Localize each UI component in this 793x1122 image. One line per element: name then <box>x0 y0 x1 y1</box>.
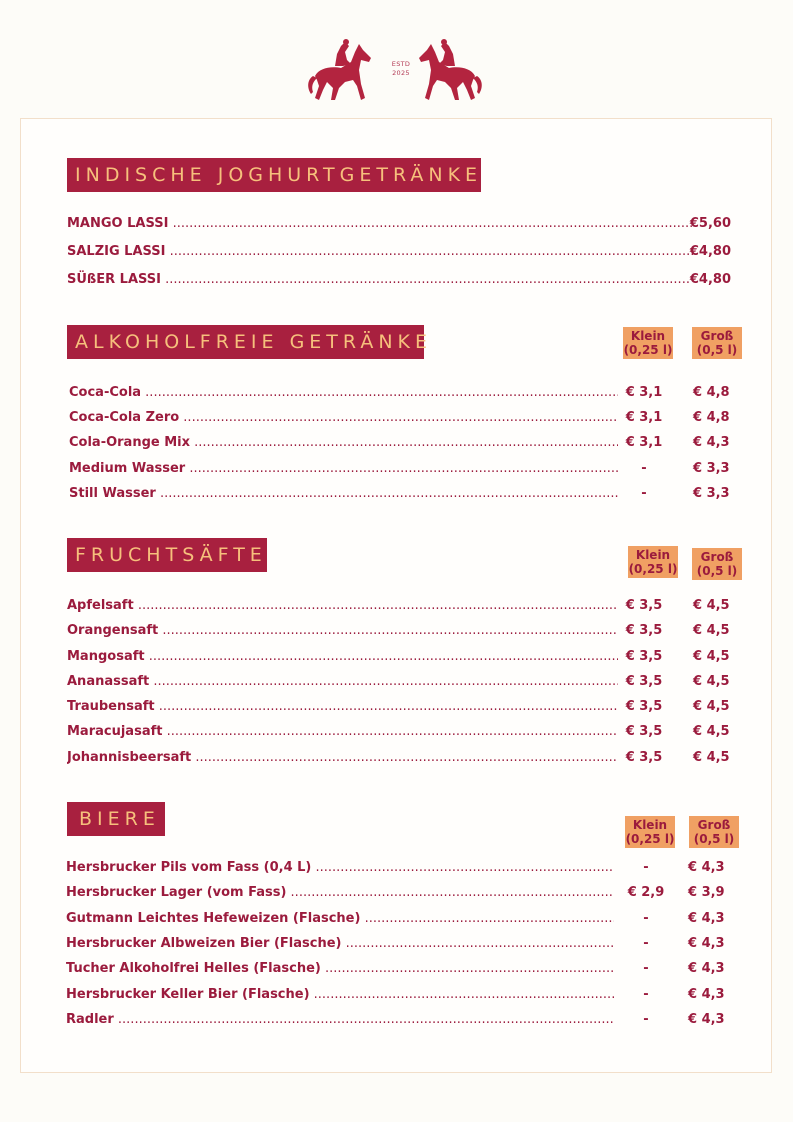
item-price: €5,60 <box>689 216 731 231</box>
price-small: - <box>641 461 647 476</box>
price-small: € 3,5 <box>625 649 663 664</box>
price-small: € 3,1 <box>625 410 663 425</box>
section-title-alkoholfrei: ALKOHOLFREIE GETRÄNKE <box>67 325 424 359</box>
price-large: € 4,8 <box>693 410 730 425</box>
price-small: - <box>641 486 647 501</box>
item-name: Coca-Cola ..... <box>69 383 618 403</box>
list-item <box>67 647 729 667</box>
item-name: Still Wasser ..... <box>69 484 618 504</box>
badge-klein: Klein (0,25 l) <box>628 548 678 576</box>
item-name: Mangosaft ..... <box>67 647 618 667</box>
item-name: Orangensaft ..... <box>67 621 618 641</box>
list-item <box>67 722 729 742</box>
price-large: € 3,3 <box>693 486 730 501</box>
price-small: € 3,5 <box>625 699 663 714</box>
item-name: Coca-Cola Zero ..... <box>69 408 618 428</box>
item-name: Hersbrucker Keller Bier (Flasche) ..... <box>66 985 614 1005</box>
price-large: € 4,5 <box>693 724 730 739</box>
price-small: € 3,5 <box>625 598 663 613</box>
item-name: SALZIG LASSI ..... <box>67 242 693 262</box>
list-item <box>69 408 729 428</box>
list-item <box>66 909 726 929</box>
price-small: € 3,5 <box>625 674 663 689</box>
price-large: € 4,5 <box>693 623 730 638</box>
price-small: - <box>643 936 649 951</box>
price-large: € 4,3 <box>688 911 725 926</box>
list-item <box>69 383 729 403</box>
price-small: - <box>643 987 649 1002</box>
price-large: € 4,5 <box>693 750 730 765</box>
list-item <box>67 270 731 290</box>
item-name: Hersbrucker Lager (vom Fass) ..... <box>66 883 614 903</box>
list-item <box>66 985 726 1005</box>
price-small: € 3,5 <box>625 724 663 739</box>
price-large: € 4,3 <box>688 936 725 951</box>
list-item <box>66 959 726 979</box>
item-name: SÜßER LASSI ..... <box>67 270 689 290</box>
price-large: € 3,9 <box>688 885 725 900</box>
item-name: Maracujasaft ..... <box>67 722 618 742</box>
price-small: € 3,5 <box>625 623 663 638</box>
price-large: € 4,5 <box>693 674 730 689</box>
list-item <box>67 596 729 616</box>
price-small: - <box>643 1012 649 1027</box>
badge-klein: Klein (0,25 l) <box>625 818 675 846</box>
list-item <box>67 621 729 641</box>
price-large: € 4,3 <box>688 860 725 875</box>
item-name: Traubensaft ..... <box>67 697 618 717</box>
item-name: Tucher Alkoholfrei Helles (Flasche) ..... <box>66 959 614 979</box>
estd-label <box>389 60 413 78</box>
price-large: € 4,3 <box>688 961 725 976</box>
list-item <box>66 858 726 878</box>
price-large: € 4,5 <box>693 649 730 664</box>
price-large: € 4,3 <box>693 435 730 450</box>
list-item <box>67 242 731 262</box>
item-price: €4,80 <box>689 272 731 287</box>
section-title-biere: BIERE <box>67 802 165 836</box>
badge-gross: Groß (0,5 l) <box>689 816 739 848</box>
section-title-saefte: FRUCHTSÄFTE <box>67 538 267 572</box>
price-large: € 4,5 <box>693 699 730 714</box>
badge-gross: Groß (0,5 l) <box>692 548 742 580</box>
price-large: € 4,5 <box>693 598 730 613</box>
price-small: - <box>643 961 649 976</box>
badge-gross: Groß (0,5 l) <box>692 327 742 359</box>
list-item <box>67 748 729 768</box>
list-item <box>69 459 729 479</box>
item-name: Cola-Orange Mix ..... <box>69 433 618 453</box>
logo <box>305 36 485 106</box>
price-small: € 3,5 <box>625 750 663 765</box>
badge-klein: Klein (0,25 l) <box>623 329 673 357</box>
price-large: € 4,3 <box>688 987 725 1002</box>
estd-year: 2025 <box>392 69 410 77</box>
item-name: Medium Wasser ..... <box>69 459 618 479</box>
list-item <box>67 672 729 692</box>
section-title-lassi: INDISCHE JOGHURTGETRÄNKE <box>67 158 481 192</box>
price-large: € 3,3 <box>693 461 730 476</box>
price-large: € 4,3 <box>688 1012 725 1027</box>
price-small: € 2,9 <box>627 885 665 900</box>
list-item <box>69 433 729 453</box>
item-name: Ananassaft ..... <box>67 672 618 692</box>
item-name: Apfelsaft ..... <box>67 596 618 616</box>
list-item <box>66 1010 726 1030</box>
item-name: MANGO LASSI ..... <box>67 214 693 234</box>
list-item <box>67 214 731 234</box>
item-name: Johannisbeersaft ..... <box>67 748 618 768</box>
item-name: Hersbrucker Albweizen Bier (Flasche) ..... <box>66 934 614 954</box>
item-name: Hersbrucker Pils vom Fass (0,4 L) ..... <box>66 858 614 878</box>
price-small: € 3,1 <box>625 435 663 450</box>
price-small: € 3,1 <box>625 385 663 400</box>
list-item <box>66 883 726 903</box>
item-price: €4,80 <box>689 244 731 259</box>
list-item <box>67 697 729 717</box>
price-large: € 4,8 <box>693 385 730 400</box>
estd-text: ESTD <box>391 60 411 68</box>
price-small: - <box>643 860 649 875</box>
list-item <box>69 484 729 504</box>
item-name: Gutmann Leichtes Hefeweizen (Flasche) ..... <box>66 909 614 929</box>
price-small: - <box>643 911 649 926</box>
list-item <box>66 934 726 954</box>
item-name: Radler ..... <box>66 1010 614 1030</box>
